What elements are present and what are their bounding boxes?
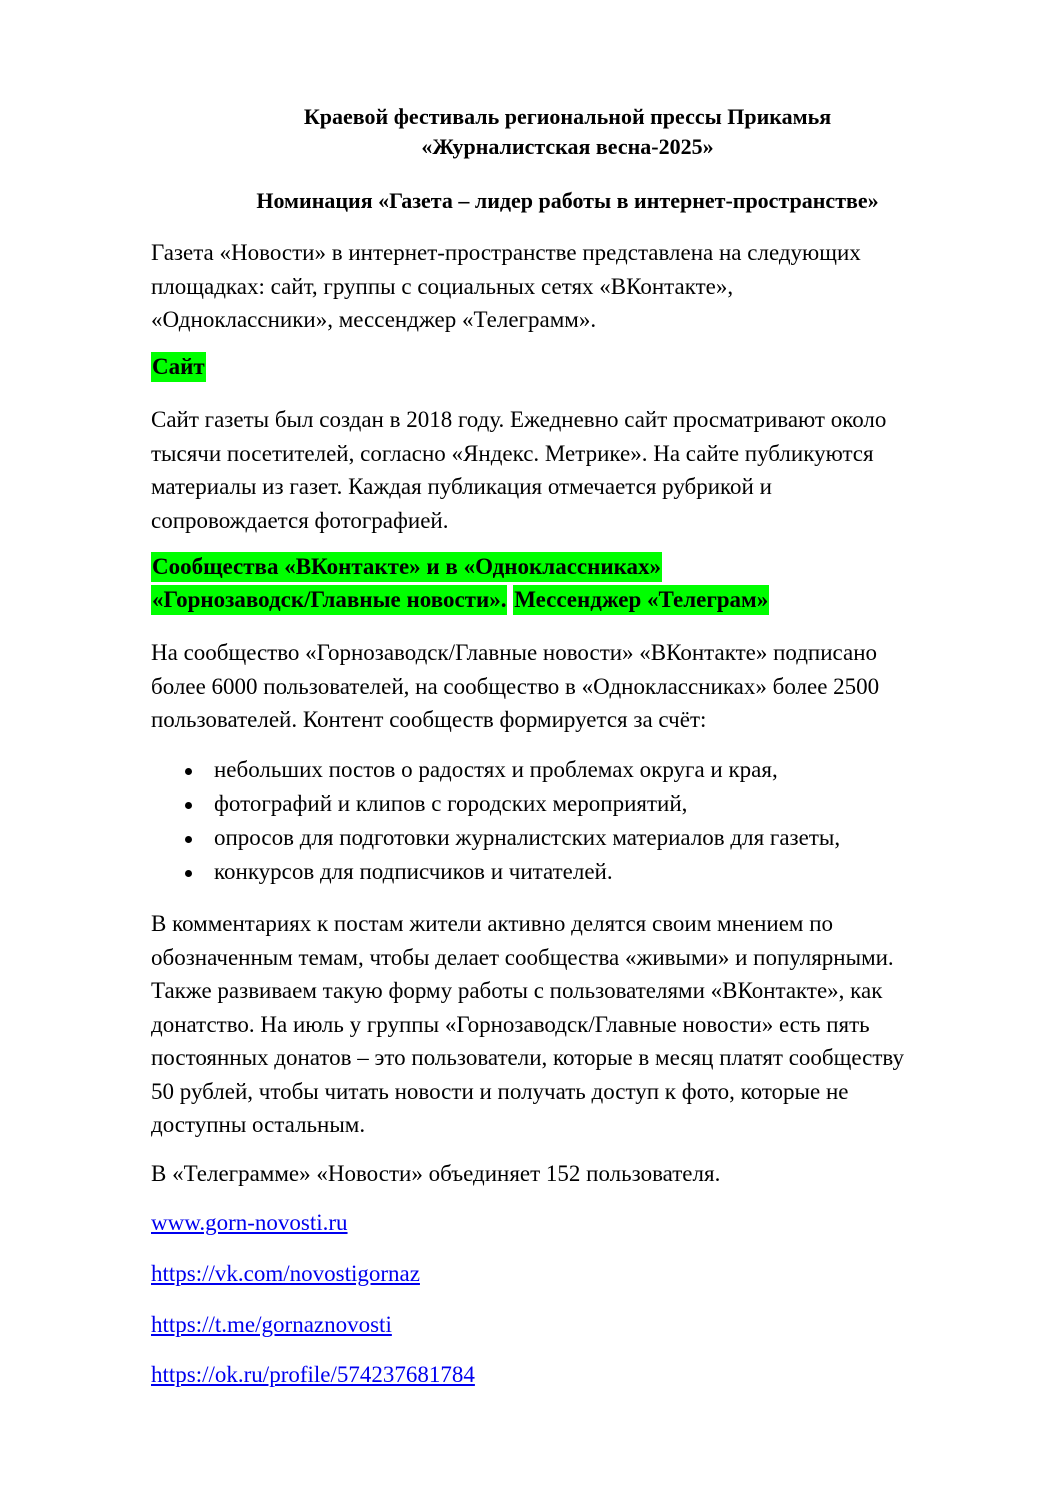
festival-title xyxy=(150,102,985,162)
list-item-text: небольших постов о радостях и проблемах округа и края, xyxy=(214,757,778,782)
link-ok[interactable]: https://ok.ru/profile/574237681784 xyxy=(151,1362,475,1387)
list-item xyxy=(151,821,840,855)
list-item-text: фотографий и клипов с городских мероприятий, xyxy=(214,791,688,816)
list-item-text: опросов для подготовки журналистских материалов для газеты, xyxy=(214,825,841,850)
comments-line: донатство. На июль у группы «Горнозаводск/Главные новости» есть пять xyxy=(151,1011,870,1037)
telegram-paragraph xyxy=(151,1157,991,1191)
intro-line: «Одноклассники», мессенджер «Телеграмм». xyxy=(151,307,597,332)
intro-line: Газета «Новости» в интернет-пространстве представлена на следующих xyxy=(151,240,861,265)
site-line: сопровождается фотографией. xyxy=(151,507,449,533)
site-line: Сайт газеты был создан в 2018 году. Ежедневно сайт просматривают около xyxy=(151,407,887,432)
intro-paragraph xyxy=(151,236,991,337)
community-heading-row-1 xyxy=(151,552,769,585)
comments-line: В комментариях к постам жители активно делятся своим мнением по xyxy=(151,911,834,936)
link-telegram[interactable]: https://t.me/gornaznovosti xyxy=(151,1312,392,1337)
link-site[interactable]: www.gorn-novosti.ru xyxy=(151,1210,348,1235)
site-heading xyxy=(151,352,206,382)
community-paragraph xyxy=(151,636,991,737)
comments-line: Также развиваем такую форму работы с пользователями «ВКонтакте», как xyxy=(151,978,883,1003)
festival-title-line-1: Краевой фестиваль региональной прессы Прикамья xyxy=(303,104,832,129)
bullet-dot-icon xyxy=(185,768,192,775)
community-heading-text-1: Сообщества «ВКонтакте» и в «Одноклассниках» xyxy=(151,552,662,582)
comments-line: 50 рублей, чтобы читать новости и получать доступ к фото, которые не xyxy=(151,1078,849,1104)
link-vk[interactable]: https://vk.com/novostigornaz xyxy=(151,1261,420,1286)
site-line: материалы из газет. Каждая публикация отмечается рубрикой и xyxy=(151,474,772,499)
community-line: пользователей. Контент сообществ формируется за счёт: xyxy=(151,707,707,732)
comments-line: обозначенным темам, чтобы делает сообщества «живыми» и популярными. xyxy=(151,944,894,970)
list-item xyxy=(151,855,840,889)
site-line: тысячи посетителей, согласно «Яндекс. Метрике». На сайте публикуются xyxy=(151,440,874,466)
community-heading-text-2a: «Горнозаводск/Главные новости». xyxy=(151,585,507,615)
bullet-dot-icon xyxy=(185,870,192,877)
community-heading-row-2 xyxy=(151,585,769,618)
content-bullet-list xyxy=(151,753,840,889)
list-item-text: конкурсов для подписчиков и читателей. xyxy=(214,859,613,884)
list-item xyxy=(151,753,840,787)
comments-line: постоянных донатов – это пользователи, которые в месяц платят сообществу xyxy=(151,1045,904,1070)
telegram-line: В «Телеграмме» «Новости» объединяет 152 пользователя. xyxy=(151,1161,721,1186)
intro-line: площадках: сайт, группы с социальных сетях «ВКонтакте», xyxy=(151,273,734,299)
community-heading xyxy=(151,552,769,618)
comments-paragraph xyxy=(151,907,991,1142)
festival-title-line-2: «Журналистская весна-2025» xyxy=(421,134,714,159)
bullet-dot-icon xyxy=(185,836,192,843)
community-heading-text-2b: Мессенджер «Телеграм» xyxy=(513,585,769,615)
comments-line: доступны остальным. xyxy=(151,1112,366,1137)
community-line: На сообщество «Горнозаводск/Главные новости» «ВКонтакте» подписано xyxy=(151,640,878,665)
site-paragraph xyxy=(151,403,991,537)
bullet-dot-icon xyxy=(185,802,192,809)
site-heading-text: Сайт xyxy=(151,352,206,382)
nomination-title: Номинация «Газета – лидер работы в интернет-пространстве» xyxy=(256,188,879,213)
list-item xyxy=(151,787,840,821)
community-line: более 6000 пользователей, на сообщество в «Одноклассниках» более 2500 xyxy=(151,673,880,699)
